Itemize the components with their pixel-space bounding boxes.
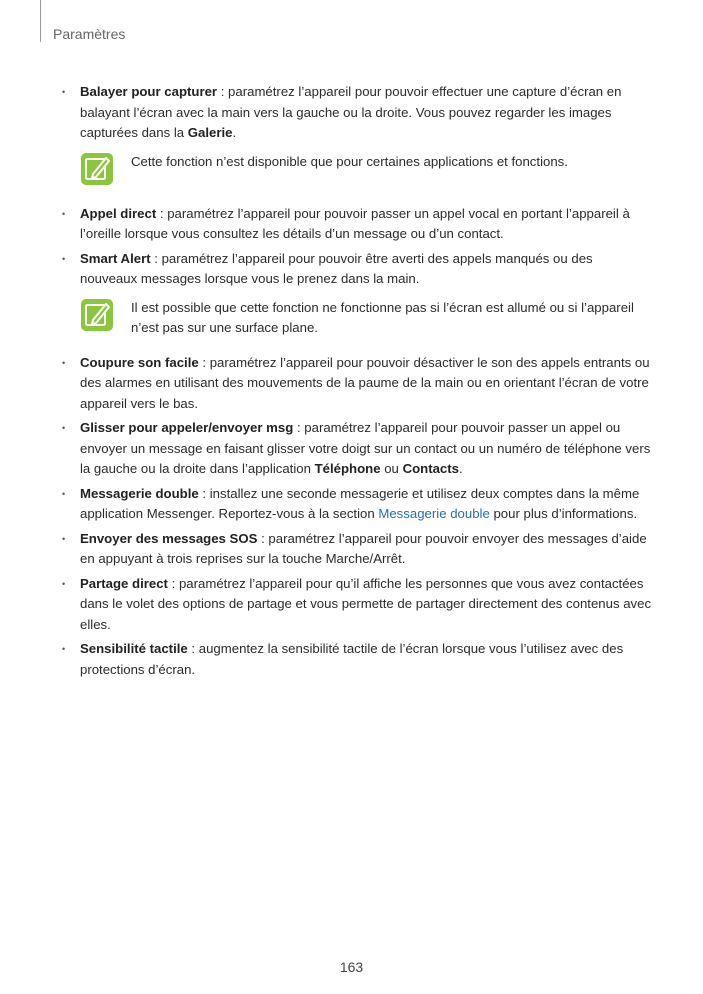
list-item-messagerie-double: • Messagerie double : installez une seconde messagerie et utilisez deux comptes dans la même application Messenger. Reportez-vous à la section Messagerie double pour plus d’informations.	[62, 484, 652, 525]
item-term: Messagerie double	[80, 485, 199, 501]
item-term: Partage direct	[80, 575, 168, 591]
item-term: Coupure son facile	[80, 354, 199, 370]
note-block	[62, 152, 652, 190]
item-term: Envoyer des messages SOS	[80, 530, 258, 546]
item-term: Sensibilité tactile	[80, 641, 188, 656]
note-pencil-icon	[80, 298, 114, 332]
page-header-title: Paramètres	[53, 26, 126, 42]
note-block	[62, 298, 652, 339]
settings-description-list	[62, 82, 652, 684]
list-item-partage-direct: • Partage direct : paramétrez l’appareil pour qu’il affiche les personnes que vous avez contactées dans le volet des options de partage et vous permette de partager directement des contenus avec elles.	[62, 574, 652, 636]
page-number: 163	[339, 959, 364, 975]
list-item-coupure-son-facile: • Coupure son facile : paramétrez l’appareil pour pouvoir désactiver le son des appels entrants ou des alarmes en utilisant des mouvements de la paume de la main ou en orientant l’écran de votre appareil vers le bas.	[62, 353, 652, 415]
list-item-appel-direct: • Appel direct : paramétrez l’appareil pour pouvoir passer un appel vocal en portant l’appareil à l’oreille lorsque vous consultez les détails d’un message ou d’un contact.	[62, 204, 652, 245]
note-pencil-icon	[80, 152, 114, 186]
item-term: Balayer pour capturer	[80, 84, 218, 99]
note-text: Cette fonction n’est disponible que pour certaines applications et fonctions.	[131, 153, 568, 169]
note-text: Il est possible que cette fonction ne fonctionne pas si l’écran est allumé ou si l’appareil n’est pas sur une surface plane.	[131, 299, 634, 335]
item-term: Smart Alert	[80, 250, 151, 266]
messagerie-double-link[interactable]: Messagerie double	[378, 506, 490, 521]
list-item-balayer-pour-capturer: • Balayer pour capturer : paramétrez l’appareil pour pouvoir effectuer une capture d’écran en balayant l’écran avec la main vers la gauche ou la droite. Vous pouvez regarder les images capturées dans la Galerie.	[62, 82, 652, 144]
list-item-envoyer-messages-sos: • Envoyer des messages SOS : paramétrez l’appareil pour pouvoir envoyer des messages d’aide en appuyant à trois reprises sur la touche Marche/Arrêt.	[62, 529, 652, 570]
list-item-glisser-pour-appeler: • Glisser pour appeler/envoyer msg : paramétrez l’appareil pour pouvoir passer un appel ou envoyer un message en faisant glisser votre doigt sur un contact ou un numéro de téléphone vers la gauche ou la droite dans l’application Téléphone ou Contacts.	[62, 418, 652, 480]
item-term: Appel direct	[80, 205, 157, 221]
item-term: Glisser pour appeler/envoyer msg	[80, 420, 294, 435]
list-item-smart-alert: • Smart Alert : paramétrez l’appareil pour pouvoir être averti des appels manqués ou des nouveaux messages lorsque vous le prenez dans la main.	[62, 249, 652, 290]
list-item-sensibilite-tactile: • Sensibilité tactile : augmentez la sensibilité tactile de l’écran lorsque vous l’utilisez avec des protections d’écran.	[62, 639, 652, 680]
header-divider	[40, 0, 41, 42]
